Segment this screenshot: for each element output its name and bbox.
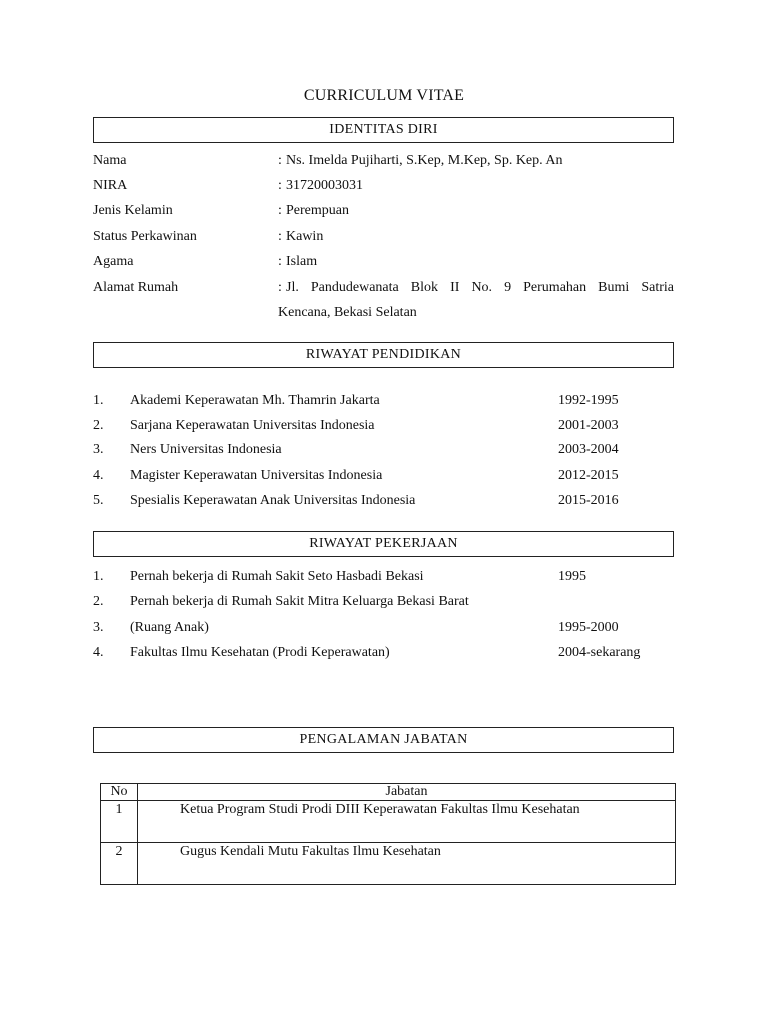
identity-row-nira <box>93 178 674 203</box>
work-item <box>93 569 673 594</box>
work-years: 1995 <box>558 569 586 584</box>
identity-colon: : <box>278 153 282 168</box>
work-years: 1995-2000 <box>558 620 619 635</box>
table-header-row <box>101 784 676 801</box>
identity-row-jenis-kelamin <box>93 203 674 228</box>
jabatan-table <box>100 783 676 885</box>
section-header-pekerjaan: RIWAYAT PEKERJAAN <box>93 531 674 557</box>
list-number: 5. <box>93 493 104 508</box>
cell-no: 2 <box>101 843 138 885</box>
education-item <box>93 418 673 443</box>
list-number: 2. <box>93 594 104 609</box>
education-institution: Spesialis Keperawatan Anak Universitas Indonesia <box>130 493 416 508</box>
work-description: Pernah bekerja di Rumah Sakit Mitra Keluarga Bekasi Barat <box>130 594 469 609</box>
education-years: 2015-2016 <box>558 493 619 508</box>
identity-row-nama <box>93 153 674 178</box>
identity-value: Kawin <box>286 229 324 244</box>
identity-label: NIRA <box>93 178 128 193</box>
work-description: (Ruang Anak) <box>130 620 209 635</box>
list-number: 3. <box>93 442 104 457</box>
section-header-identitas: IDENTITAS DIRI <box>93 117 674 143</box>
identity-colon: : <box>278 280 282 295</box>
identity-label: Jenis Kelamin <box>93 203 173 218</box>
identity-colon: : <box>278 203 282 218</box>
identity-value: Islam <box>286 254 318 269</box>
work-years: 2004-sekarang <box>558 645 641 660</box>
education-institution: Akademi Keperawatan Mh. Thamrin Jakarta <box>130 393 380 408</box>
column-header-no: No <box>101 784 138 801</box>
education-institution: Magister Keperawatan Universitas Indonesia <box>130 468 383 483</box>
identity-value: Perempuan <box>286 203 349 218</box>
identity-value: 31720003031 <box>286 178 363 193</box>
page-title: CURRICULUM VITAE <box>303 87 465 104</box>
education-years: 2003-2004 <box>558 442 619 457</box>
list-number: 3. <box>93 620 104 635</box>
identity-colon: : <box>278 229 282 244</box>
list-number: 1. <box>93 569 104 584</box>
cell-jabatan: Gugus Kendali Mutu Fakultas Ilmu Kesehatan <box>138 843 676 885</box>
work-description: Pernah bekerja di Rumah Sakit Seto Hasbadi Bekasi <box>130 569 424 584</box>
education-item <box>93 493 673 518</box>
identity-value: Ns. Imelda Pujiharti, S.Kep, M.Kep, Sp. Kep. An <box>286 153 563 168</box>
identity-row-status-perkawinan <box>93 229 674 254</box>
education-item <box>93 442 673 467</box>
identity-value: Jl. Pandudewanata Blok II No. 9 Perumahan Bumi Satria <box>286 280 674 295</box>
section-header-jabatan: PENGALAMAN JABATAN <box>93 727 674 753</box>
identity-label: Alamat Rumah <box>93 280 179 295</box>
cell-no: 1 <box>101 801 138 843</box>
column-header-jabatan: Jabatan <box>138 784 676 801</box>
list-number: 4. <box>93 645 104 660</box>
table-row <box>101 843 676 885</box>
identity-label: Nama <box>93 153 127 168</box>
identity-row-agama <box>93 254 674 279</box>
work-item <box>93 594 673 619</box>
education-years: 2012-2015 <box>558 468 619 483</box>
identity-label: Agama <box>93 254 134 269</box>
work-item <box>93 645 673 670</box>
education-institution: Ners Universitas Indonesia <box>130 442 282 457</box>
identity-colon: : <box>278 178 282 193</box>
cell-jabatan: Ketua Program Studi Prodi DIII Keperawatan Fakultas Ilmu Kesehatan <box>138 801 676 843</box>
work-item <box>93 620 673 645</box>
education-years: 1992-1995 <box>558 393 619 408</box>
education-years: 2001-2003 <box>558 418 619 433</box>
identity-colon: : <box>278 254 282 269</box>
education-item <box>93 393 673 418</box>
identity-row-alamat <box>93 280 674 330</box>
education-item <box>93 468 673 493</box>
list-number: 4. <box>93 468 104 483</box>
list-number: 1. <box>93 393 104 408</box>
table-row <box>101 801 676 843</box>
identity-value-continuation: Kencana, Bekasi Selatan <box>278 305 417 320</box>
identity-label: Status Perkawinan <box>93 229 197 244</box>
list-number: 2. <box>93 418 104 433</box>
education-institution: Sarjana Keperawatan Universitas Indonesia <box>130 418 375 433</box>
section-header-pendidikan: RIWAYAT PENDIDIKAN <box>93 342 674 368</box>
work-description: Fakultas Ilmu Kesehatan (Prodi Keperawatan) <box>130 645 390 660</box>
